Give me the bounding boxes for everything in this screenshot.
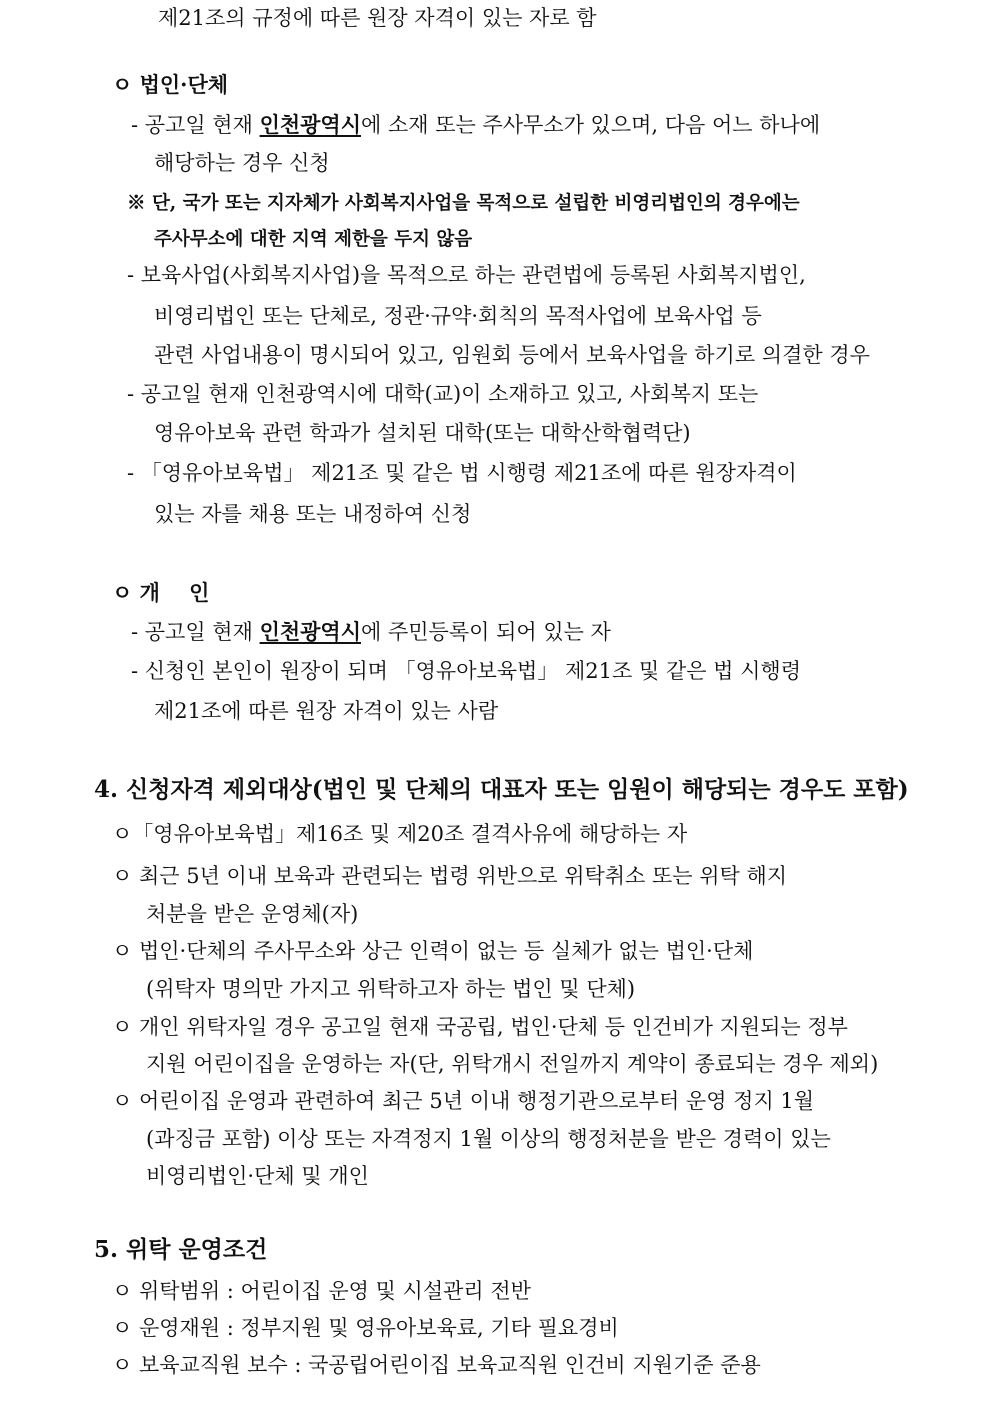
individual-item1-highlight: 인천광역시 <box>259 619 361 644</box>
continued-line: 제21조의 규정에 따른 원장 자격이 있는 자로 함 <box>158 6 597 30</box>
section4-bullet2-line1: ㅇ 최근 5년 이내 보육과 관련되는 법령 위반으로 위탁취소 또는 위탁 해지 <box>112 864 788 888</box>
individual-item1 <box>131 617 611 647</box>
individual-item2-line1: - 신청인 본인이 원장이 되며 「영유아보육법」 제21조 및 같은 법 시행령 <box>131 659 802 683</box>
section4-bullet5-line3: 비영리법인·단체 및 개인 <box>146 1164 369 1188</box>
section5-bullet1: ㅇ 위탁범위 : 어린이집 운영 및 시설관리 전반 <box>112 1279 531 1303</box>
section5-title: 5. 위탁 운영조건 <box>94 1236 268 1263</box>
section5-bullet2: ㅇ 운영재원 : 정부지원 및 영유아보육료, 기타 필요경비 <box>112 1316 619 1340</box>
corporation-item3-line2: 영유아보육 관련 학과가 설치된 대학(또는 대학산학협력단) <box>154 421 691 445</box>
corporation-note-line2: 주사무소에 대한 지역 제한을 두지 않음 <box>154 229 473 250</box>
corporation-item4-line2: 있는 자를 채용 또는 내정하여 신청 <box>154 502 472 526</box>
individual-item1-suffix: 에 주민등록이 되어 있는 자 <box>361 620 611 644</box>
corporation-item2-line3: 관련 사업내용이 명시되어 있고, 임원회 등에서 보육사업을 하기로 의결한 경우 <box>154 343 870 367</box>
section4-bullet4-line1: ㅇ 개인 위탁자일 경우 공고일 현재 국공립, 법인·단체 등 인건비가 지원되는 정부 <box>112 1015 848 1039</box>
corporation-item2-line1: - 보육사업(사회복지사업)을 목적으로 하는 관련법에 등록된 사회복지법인, <box>127 263 806 287</box>
section4-bullet3-line2: (위탁자 명의만 가지고 위탁하고자 하는 법인 및 단체) <box>146 977 636 1001</box>
corporation-heading: ㅇ 법인·단체 <box>112 72 229 97</box>
section4-bullet5-line2: (과징금 포함) 이상 또는 자격정지 1월 이상의 행정처분을 받은 경력이 있는 <box>146 1127 831 1151</box>
corporation-item2-line2: 비영리법인 또는 단체로, 정관·규약·회칙의 목적사업에 보육사업 등 <box>154 304 762 328</box>
section4-bullet2-line2: 처분을 받은 운영체(자) <box>146 902 359 926</box>
section4-title: 4. 신청자격 제외대상(법인 및 단체의 대표자 또는 임원이 해당되는 경우도 포함) <box>94 776 909 803</box>
corporation-item1-line2: 해당하는 경우 신청 <box>154 151 330 175</box>
corporation-item1-prefix: - 공고일 현재 <box>131 113 260 137</box>
corporation-note-line1: ※ 단, 국가 또는 지자체가 사회복지사업을 목적으로 설립한 비영리법인의 경우에는 <box>127 193 800 214</box>
corporation-item1-suffix: 에 소재 또는 주사무소가 있으며, 다음 어느 하나에 <box>361 113 821 137</box>
corporation-item4-line1: - 「영유아보육법」 제21조 및 같은 법 시행령 제21조에 따른 원장자격이 <box>127 461 797 485</box>
section4-bullet3-line1: ㅇ 법인·단체의 주사무소와 상근 인력이 없는 등 실체가 없는 법인·단체 <box>112 939 754 963</box>
individual-item2-line2: 제21조에 따른 원장 자격이 있는 사람 <box>154 699 499 723</box>
corporation-item1 <box>131 110 820 140</box>
section4-bullet5-line1: ㅇ 어린이집 운영과 관련하여 최근 5년 이내 행정기관으로부터 운영 정지 1월 <box>112 1089 815 1113</box>
corporation-item1-highlight: 인천광역시 <box>259 112 361 137</box>
corporation-item3-line1: - 공고일 현재 인천광역시에 대학(교)이 소재하고 있고, 사회복지 또는 <box>127 382 759 406</box>
individual-item1-prefix: - 공고일 현재 <box>131 620 260 644</box>
section4-bullet1: ㅇ「영유아보육법」제16조 및 제20조 결격사유에 해당하는 자 <box>112 822 688 846</box>
section4-bullet4-line2: 지원 어린이집을 운영하는 자(단, 위탁개시 전일까지 계약이 종료되는 경우 제외) <box>146 1052 879 1076</box>
section5-bullet3: ㅇ 보육교직원 보수 : 국공립어린이집 보육교직원 인건비 지원기준 준용 <box>112 1353 761 1377</box>
individual-heading: ㅇ 개 인 <box>112 580 210 605</box>
